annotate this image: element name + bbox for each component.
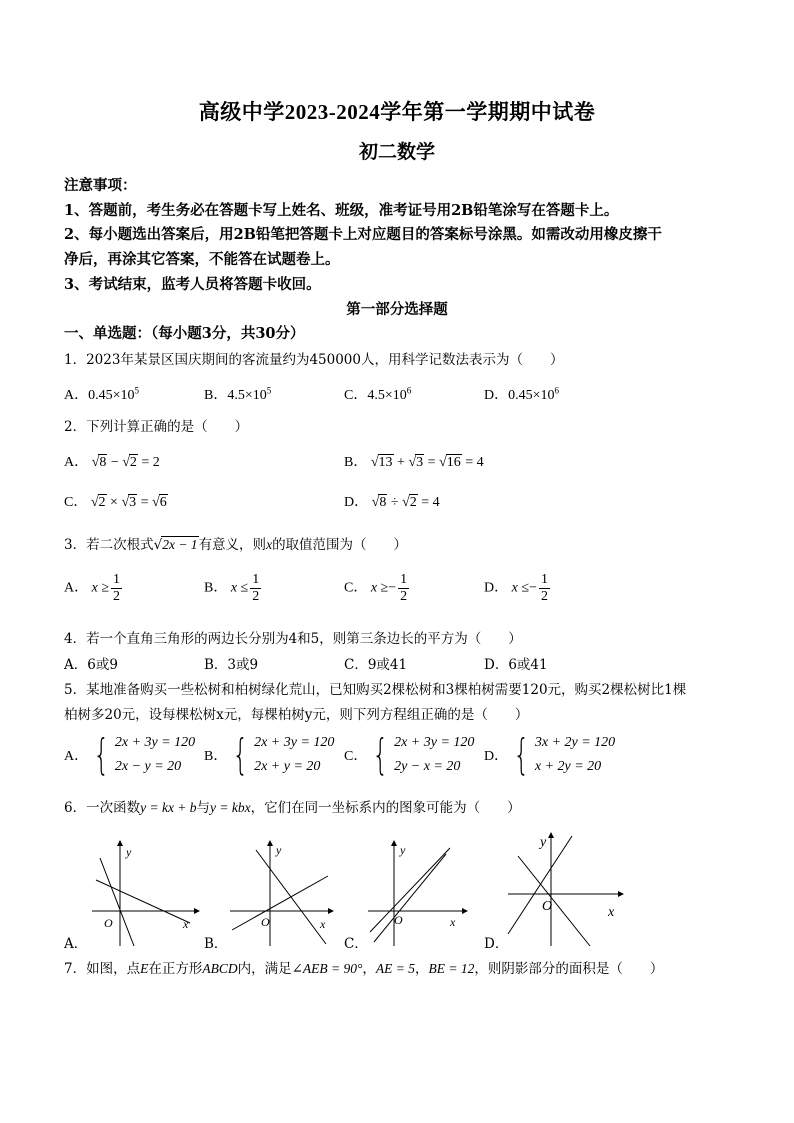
q6-option-a-label: A．	[64, 936, 88, 952]
y-arrow-icon	[267, 840, 273, 846]
graph-line-2	[370, 848, 450, 932]
q5-option-d	[484, 731, 615, 779]
denominator: 2	[400, 589, 408, 604]
radicand: 13	[378, 455, 393, 470]
result: = 4	[465, 455, 484, 470]
section-title: 一、单选题：（每小题3分，共30分）	[64, 325, 305, 342]
exam-title: 高级中学2023-2024学年第一学期期中试卷	[198, 100, 596, 124]
result: = 2	[141, 455, 160, 470]
brace: {	[513, 730, 530, 779]
equation-1: 2x + 3y = 120	[254, 735, 335, 750]
option-label: B．	[344, 455, 368, 470]
origin-label: O	[104, 916, 113, 930]
q6-option-b-label: B．	[204, 936, 228, 952]
q2-option-c	[64, 491, 168, 511]
denominator: 2	[252, 589, 260, 604]
option-label: A．	[64, 455, 89, 470]
q6-graph-d	[506, 830, 630, 948]
x-arrow-icon	[462, 908, 468, 914]
q1-option-c	[344, 384, 411, 404]
equation-system	[535, 731, 615, 779]
result: = 4	[421, 495, 440, 510]
relation: x ≥	[91, 580, 110, 596]
exam-subtitle: 初二数学	[358, 141, 435, 163]
function-1: y = kx + b	[140, 800, 197, 815]
option-text: 6或9	[87, 657, 118, 673]
option-label: A．	[64, 749, 89, 764]
q4-stem: 4．若一个直角三角形的两边长分别为4和5，则第三条边长的平方为（ ）	[64, 631, 522, 647]
operator: +	[397, 455, 405, 470]
q7-stem-post: ，则阴影部分的面积是（ ）	[474, 961, 664, 977]
q5-stem-line1: 5．某地准备购买一些松树和柏树绿化荒山，已知购买2棵松树和3棵柏树需要120元，购买2棵松树比1棵	[64, 682, 687, 698]
brace: {	[93, 730, 110, 779]
equation-2: 2y − x = 20	[394, 759, 461, 774]
denominator: 2	[540, 589, 548, 604]
radicand: 2x − 1	[162, 537, 198, 552]
q6-option-d-label: D．	[484, 936, 509, 952]
q6-stem-mid: 与	[196, 800, 211, 816]
q6-graph-c	[366, 838, 476, 948]
option-label: C．	[344, 657, 368, 673]
relation: x ≤	[230, 580, 249, 596]
option-label: D．	[484, 580, 509, 596]
sqrt-sign: √	[121, 495, 130, 510]
fraction	[111, 572, 122, 605]
exponent: 6	[406, 385, 412, 396]
option-label: A．	[64, 388, 89, 403]
q6-stem-post: ，它们在同一坐标系内的图象可能为（ ）	[250, 800, 521, 816]
y-label: y	[400, 843, 406, 857]
equation-system	[115, 731, 195, 779]
q4-option-a	[64, 653, 118, 673]
brace: {	[372, 730, 389, 779]
radicand: 6	[159, 495, 167, 510]
x-arrow-icon	[328, 908, 334, 914]
equation-1: 2x + 3y = 120	[394, 735, 475, 750]
variable: x	[266, 537, 273, 552]
q7-stem-a: 在正方形	[148, 961, 203, 977]
q2-option-a	[64, 451, 160, 471]
exponent: 5	[266, 385, 272, 396]
y-label: y	[276, 843, 282, 857]
q7-stem	[64, 957, 663, 977]
equation-system	[394, 731, 474, 779]
sqrt-sign: √	[91, 455, 100, 470]
notice-item-2-cont: 净后，再涂其它答案，不能答在试题卷上。	[64, 251, 340, 268]
q3-option-d	[484, 572, 552, 605]
relation: x ≤	[511, 580, 530, 596]
q7-stem-b: 内，满足	[237, 961, 292, 977]
option-label: C．	[344, 749, 368, 764]
sign: −	[388, 580, 397, 596]
option-label: C．	[344, 580, 368, 596]
q3-stem	[64, 533, 407, 553]
equation-system	[254, 731, 334, 779]
origin-label: O	[542, 899, 553, 914]
fraction	[539, 572, 550, 605]
sqrt-sign: √	[152, 495, 160, 510]
angle-condition: ∠AEB = 90°	[291, 961, 363, 976]
equation-2: 2x − y = 20	[114, 759, 182, 774]
equation-1: 2x + 3y = 120	[114, 735, 196, 750]
radicand: 2	[98, 495, 106, 510]
ae-length: AE = 5	[375, 961, 416, 976]
radicand: 3	[129, 495, 137, 510]
y-arrow-icon	[117, 840, 123, 846]
q4-option-c	[344, 653, 407, 673]
numerator: 1	[540, 572, 548, 587]
comma: ，	[415, 961, 429, 977]
brace: {	[232, 730, 249, 779]
option-text: 3或9	[227, 657, 259, 673]
exponent: 5	[134, 385, 140, 396]
y-arrow-icon	[548, 832, 554, 838]
q4-option-d	[484, 653, 548, 673]
graph-line-1	[518, 856, 590, 946]
q6-stem	[64, 796, 521, 816]
option-label: B．	[204, 657, 228, 673]
q6-stem-pre: 6．一次函数	[64, 800, 141, 816]
graph-line-1	[374, 854, 446, 942]
radicand: 2	[409, 495, 417, 510]
x-arrow-icon	[618, 891, 624, 897]
q3-stem-pre: 3．若二次根式	[64, 537, 154, 553]
equation-1: 3x + 2y = 120	[534, 735, 616, 750]
exponent: 6	[554, 385, 560, 396]
q2-option-b	[344, 451, 484, 471]
radicand: 16	[446, 455, 461, 470]
sqrt-sign: √	[370, 455, 379, 470]
option-label: B．	[204, 388, 228, 403]
sqrt-sign: √	[439, 455, 447, 470]
operator: −	[110, 455, 119, 470]
notice-item-2: 2、每小题选出答案后，用2B铅笔把答题卡上对应题目的答案标号涂黑。如需改动用橡皮擦干	[64, 226, 662, 243]
option-label: A．	[64, 580, 89, 596]
q6-option-c-label: C．	[344, 936, 368, 952]
q1-option-a	[64, 384, 139, 404]
x-label: x	[320, 917, 326, 931]
denominator: 2	[113, 589, 121, 604]
square-name: ABCD	[202, 961, 238, 976]
option-label: D．	[484, 657, 509, 673]
option-label: D．	[344, 495, 369, 510]
q2-stem: 2．下列计算正确的是（ ）	[64, 419, 249, 435]
graph-line-1	[100, 858, 134, 946]
equation-2: 2x + y = 20	[254, 759, 321, 774]
fraction	[250, 572, 261, 605]
x-label: x	[450, 915, 456, 929]
radicand: 2	[129, 455, 137, 470]
y-label: y	[126, 845, 132, 859]
sqrt-sign: √	[90, 495, 99, 510]
q6-graph-a	[90, 838, 200, 948]
option-label: A．	[64, 657, 88, 673]
operator: ÷	[390, 495, 399, 510]
option-label: D．	[484, 388, 509, 403]
equals: =	[427, 455, 436, 470]
q3-option-b	[204, 572, 263, 605]
q3-stem-post: 的取值范围为（ ）	[272, 537, 408, 553]
option-value: 4.5×10	[367, 388, 407, 403]
q5-stem-line2: 柏树多20元，设每棵松树x元，每棵柏树y元，则下列方程组正确的是（ ）	[64, 707, 529, 723]
y-arrow-icon	[391, 840, 397, 846]
option-label: B．	[204, 580, 228, 596]
x-label: x	[608, 905, 615, 920]
equation-2: x + 2y = 20	[534, 759, 602, 774]
fraction	[398, 572, 409, 605]
y-label: y	[540, 835, 547, 850]
part-title: 第一部分选择题	[346, 301, 448, 318]
radicand: 8	[99, 455, 107, 470]
relation: x ≥	[370, 580, 389, 596]
be-length: BE = 12	[428, 961, 475, 976]
sqrt-sign: √	[122, 455, 130, 470]
equals: =	[140, 495, 149, 510]
notice-heading: 注意事项：	[64, 177, 137, 194]
q1-stem: 1．2023年某景区国庆期间的客流量约为450000人，用科学记数法表示为（ ）	[64, 352, 564, 368]
option-label: C．	[344, 388, 368, 403]
option-text: 9或41	[367, 657, 408, 673]
numerator: 1	[113, 572, 121, 587]
option-label: B．	[204, 749, 228, 764]
x-arrow-icon	[194, 908, 200, 914]
option-value: 0.45×10	[508, 388, 555, 403]
function-2: y = kbx	[210, 800, 251, 815]
sqrt-sign: √	[153, 537, 163, 553]
q1-option-d	[484, 384, 559, 404]
option-label: C．	[64, 495, 88, 510]
q5-option-b	[204, 731, 334, 779]
sqrt-sign: √	[371, 495, 380, 510]
point-e: E	[140, 961, 149, 976]
q3-stem-mid: 有意义，则	[198, 537, 267, 553]
q1-option-b	[204, 384, 271, 404]
sqrt-sign: √	[402, 495, 410, 510]
graph-line-2	[508, 836, 572, 934]
notice-item-1: 1、答题前，考生务必在答题卡写上姓名、班级，准考证号用2B铅笔涂写在答题卡上。	[64, 202, 619, 219]
sqrt-sign: √	[408, 455, 417, 470]
radicand: 8	[379, 495, 387, 510]
radicand: 3	[416, 455, 424, 470]
origin-label: O	[394, 913, 403, 927]
option-value: 4.5×10	[227, 388, 267, 403]
numerator: 1	[252, 572, 260, 587]
q2-option-d	[344, 491, 440, 511]
q6-graph-b	[228, 838, 338, 948]
sign: −	[529, 580, 537, 596]
option-value: 0.45×10	[88, 388, 135, 403]
q5-option-a	[64, 731, 195, 779]
x-label: x	[183, 917, 189, 931]
q5-option-c	[344, 731, 474, 779]
notice-item-3: 3、考试结束，监考人员将答题卡收回。	[64, 276, 321, 293]
option-text: 6或41	[508, 657, 548, 673]
option-label: D．	[484, 749, 509, 764]
origin-label: O	[261, 915, 270, 929]
q7-stem-pre: 7．如图，点	[64, 961, 141, 977]
operator: ×	[110, 495, 118, 510]
q3-option-a	[64, 572, 124, 605]
q3-option-c	[344, 572, 411, 605]
numerator: 1	[400, 572, 408, 587]
comma: ，	[362, 961, 376, 977]
graph-line-2	[232, 876, 328, 930]
q4-option-b	[204, 653, 258, 673]
